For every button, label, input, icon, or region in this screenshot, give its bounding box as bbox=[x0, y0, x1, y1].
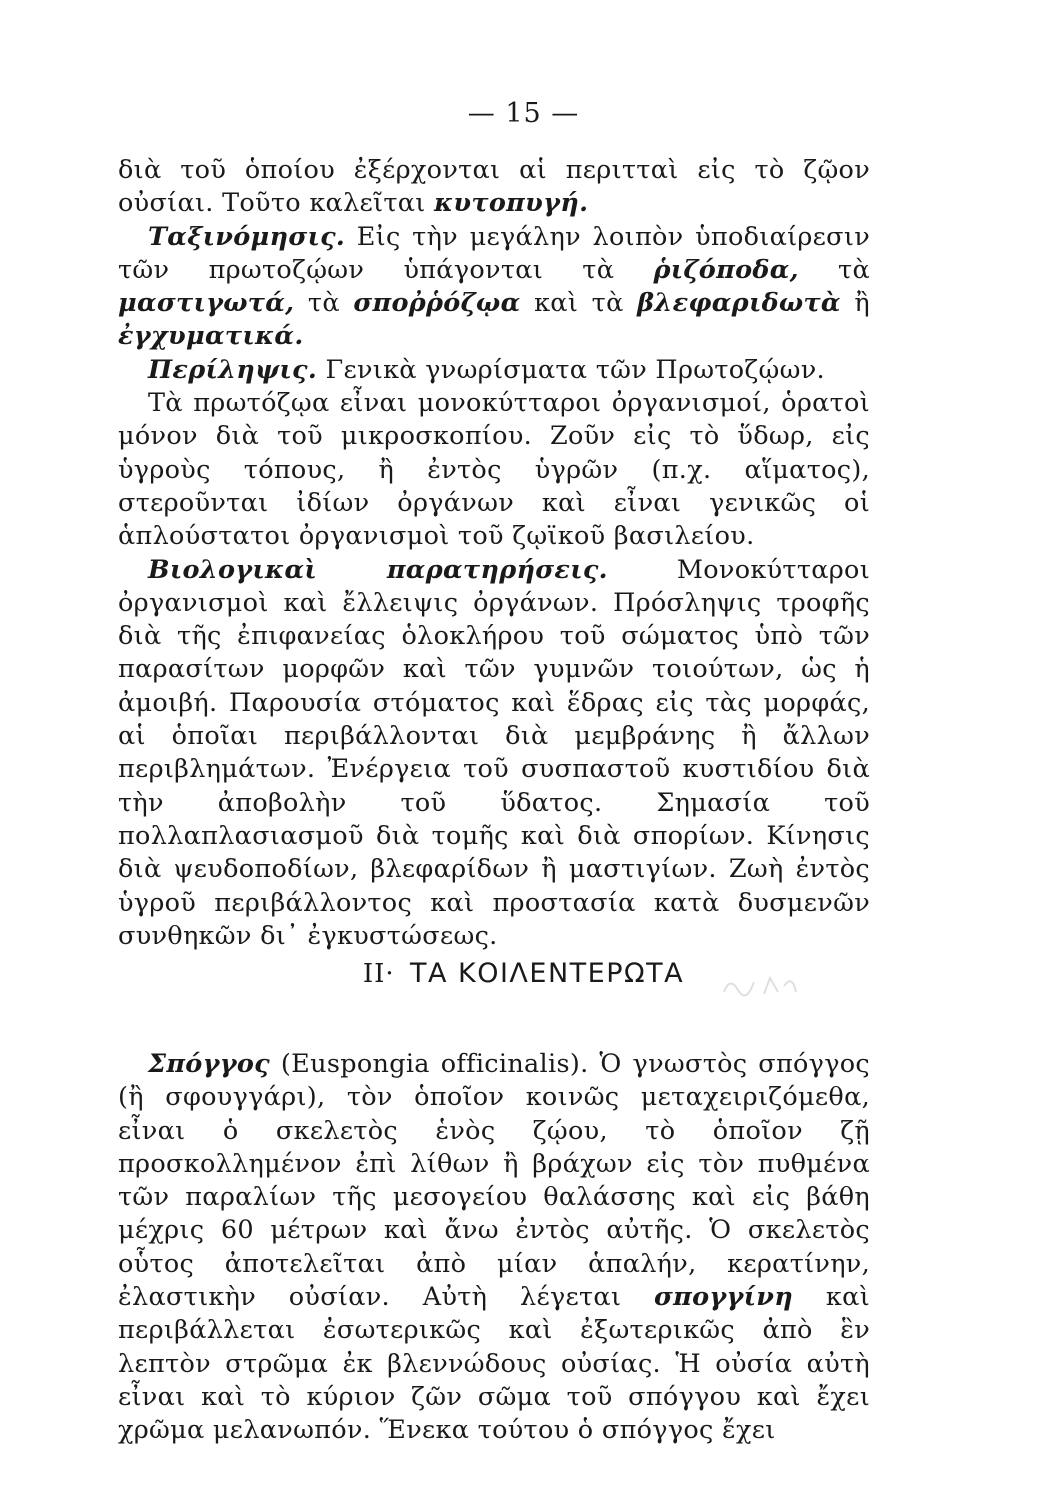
section-protozoa bbox=[118, 154, 870, 953]
biology-text: Μονοκύτταροι ὀργανισμοὶ καὶ ἔλλειψις ὀργάνων. Πρόσληψις τροφῆς διὰ τῆς ἐπιφανείας ὁλοκλήρου τοῦ σώματος ὑπὸ τῶν παρασίτων μορφῶν καὶ τῶν γυμνῶν τοιούτων, ὡς ἡ ἀμοιβή. Παρουσία στόματος καὶ ἕδρας εἰς τὰς μορφάς, αἱ ὁποῖαι περιβάλλονται διὰ μεμβράνης ἢ ἄλλων περιβλημάτων. Ἐνέργεια τοῦ συσπαστοῦ κυστιδίου διὰ τὴν ἀποβολὴν τοῦ ὕδατος. Σημασία τοῦ πολλαπλασιασμοῦ διὰ τομῆς καὶ διὰ σπορίων. Κίνησις διὰ ψευδοποδίων, βλεφαρίδων ἢ μαστιγίων. Ζωὴ ἐντὸς ὑγροῦ περιβάλλοντος καὶ προστασία κατὰ δυσμενῶν συνθηκῶν δι᾽ ἐγκυστώσεως. bbox=[118, 554, 870, 951]
page-number: — 15 — bbox=[467, 98, 580, 129]
section-sponge bbox=[118, 1048, 870, 1448]
scan-smudge bbox=[720, 972, 800, 998]
taxonomy-text-5: ἢ bbox=[840, 288, 870, 319]
sponge-text-1: (Euspongia officinalis). Ὁ γνωστὸς σπόγγος (ἢ σφουγγάρι), τὸν ὁποῖον κοινῶς μεταχειριζόμεθα, εἶναι ὁ σκελετὸς ἑνὸς ζῴου, τὸ ὁποῖον ζῇ προσκολλημένον ἐπὶ λίθων ἢ βράχων εἰς τὸν πυθμένα τῶν παραλίων τῆς μεσογείου θαλάσσης καὶ εἰς βάθη μέχρις 60 μέτρων καὶ ἄνω ἐντὸς αὐτῆς. Ὁ σκελετὸς οὗτος ἀποτελεῖται ἀπὸ μίαν ἁπαλήν, κερατίνην, ἐλαστικὴν οὐσίαν. Αὐτὴ λέγεται bbox=[118, 1049, 870, 1313]
taxonomy-text-2: τὰ bbox=[798, 254, 870, 285]
term-rhizopoda: ῥιζόποδα, bbox=[653, 254, 799, 285]
paragraph-sponge bbox=[118, 1048, 870, 1448]
intro-line-2: Τοῦτο καλεῖται bbox=[222, 188, 434, 219]
paragraph-intro bbox=[118, 154, 870, 221]
paragraph-biology bbox=[118, 554, 870, 954]
taxonomy-text-4: καὶ τὰ bbox=[520, 288, 638, 319]
taxonomy-text-1: Εἰς τὴν μεγάλην λοιπὸν ὑποδιαίρεσιν τῶν πρωτοζῴων ὑπάγονται τὰ bbox=[118, 221, 870, 285]
term-blepharidota: βλεφαριδωτὰ bbox=[637, 288, 841, 319]
term-mastigota: μαστιγωτά, bbox=[118, 288, 295, 319]
sponge-text-2: καὶ περιβάλλεται ἐσωτερικῶς καὶ ἐξωτερικῶς ἀπὸ ἓν λεπτὸν στρῶμα ἐκ βλεννώδους οὐσίας. Ἡ οὐσία αὐτὴ εἶναι καὶ τὸ κύριον ζῶν σῶμα τοῦ σπόγγου καὶ ἔχει χρῶμα μελανωπόν. Ἕνεκα τούτου ὁ σπόγγος ἔχει bbox=[118, 1282, 870, 1446]
term-sponge: Σπόγγος bbox=[148, 1049, 271, 1079]
term-summary: Περίληψις. bbox=[148, 354, 318, 385]
term-kytopygi: κυτοπυγή. bbox=[433, 188, 589, 219]
paragraph-taxonomy bbox=[118, 221, 870, 354]
intro-line-1: διὰ τοῦ ὁποίου ἐξέρχονται αἱ περιτταὶ εἰς τὸ ζῷον οὐσίαι. bbox=[118, 155, 870, 219]
term-sporozoa: σποῤῥόζῳα bbox=[353, 288, 521, 319]
term-spongin: σπογγίνη bbox=[654, 1282, 794, 1313]
section-heading bbox=[0, 958, 1047, 989]
section-number: II· bbox=[362, 959, 395, 989]
paragraph-summary bbox=[118, 354, 870, 387]
section-title: ΤΑ ΚΟΙΛΕΝΤΕΡΩΤΑ bbox=[409, 958, 685, 989]
term-biology: Βιολογικαὶ παρατηρήσεις. bbox=[148, 554, 608, 585]
term-taxonomy: Ταξινόμησις. bbox=[148, 221, 346, 252]
taxonomy-text-3: τὰ bbox=[294, 288, 354, 319]
paragraph-protozoa: Τὰ πρωτόζῳα εἶναι μονοκύτταροι ὀργανισμοί, ὁρατοὶ μόνον διὰ τοῦ μικροσκοπίου. Ζοῦν εἰς τὸ ὕδωρ, εἰς ὑγροὺς τόπους, ἢ ἐντὸς ὑγρῶν (π.χ. αἵματος), στεροῦνται ἰδίων ὀργάνων καὶ εἶναι γενικῶς οἱ ἁπλούστατοι ὀργανισμοὶ τοῦ ζῳϊκοῦ βασιλείου. bbox=[118, 388, 870, 552]
term-enchymatika: ἐγχυματικά. bbox=[118, 321, 304, 352]
summary-text: Γενικὰ γνωρίσματα τῶν Πρωτοζῴων. bbox=[317, 354, 825, 385]
